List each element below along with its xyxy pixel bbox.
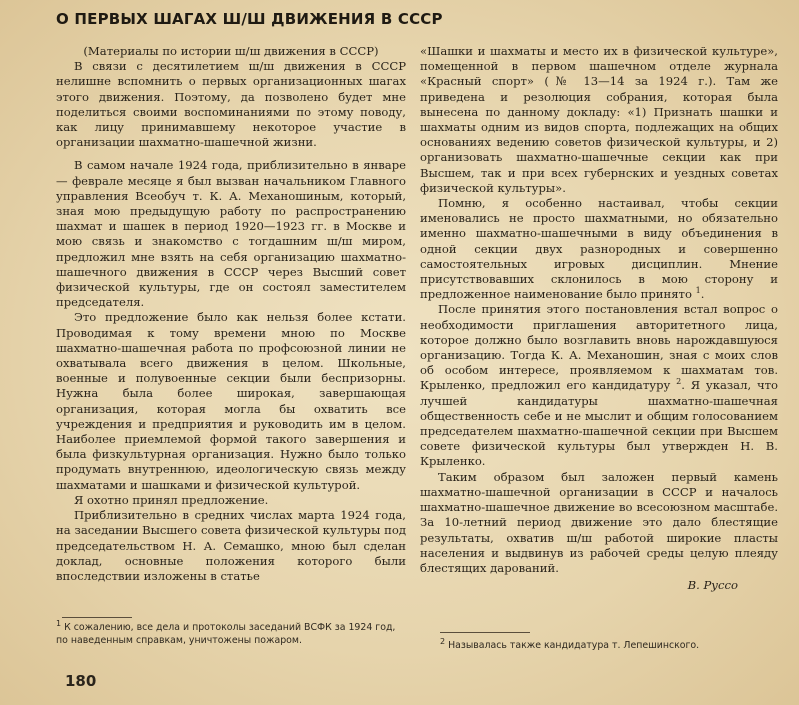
footnote-divider-left — [62, 617, 132, 618]
footnote-mark-1: 1 — [695, 286, 701, 296]
page-number: 180 — [65, 672, 97, 690]
subtitle: (Материалы по истории ш/ш движения в СССР) — [83, 44, 379, 58]
author-signature: В. Руссо — [687, 578, 738, 593]
left-column — [56, 44, 406, 584]
paragraph-naming: Помню, я особенно настаивал, чтобы секции именовались не просто шахматными, но обязательно именно шахматно-шашечными в виду объединения в одной секции двух разнородных и совершенно самостоятельных игровых дисциплин. Мнение присутствовавших склонилось в мою сторону и предложенное наименование было принято $^1$. — [420, 196, 778, 302]
footnote-left: $^1$ К сожалению, все дела и протоколы заседаний ВСФК за 1924 год, по наведенным справкам, уничтожены пожаром. — [56, 618, 396, 646]
paragraph-march: Приблизительно в средних числах марта 1924 года, на заседании Высшего совета физической культуры под председательством Н. А. Семашко, мною был сделан доклад, основные положения которого были впоследствии изложены в статье — [56, 508, 406, 583]
footnote-right: $^2$ Называлась также кандидатура т. Лепешинского. — [440, 636, 700, 651]
paragraph-intro: В связи с десятилетием ш/ш движения в СССР нелишне вспомнить о первых организационных шагах этого движения. Поэтому, да позволено будет мне поделиться своими воспоминаниями по этому поводу, как лицу принимавшему некоторое участие в организации шахматно-шашечной жизни. — [56, 59, 406, 150]
paragraph-accepted: Я охотно принял предложение. — [74, 492, 269, 507]
footnote-mark-2: 2 — [676, 377, 682, 387]
paragraph-article: «Шашки и шахматы и место их в физической культуре», помещенной в первом шашечном отделе журнала «Красный спорт» (№ 13—14 за 1924 г.). Там же приведена и резолюция собрания, которая была вынесена по данному докладу: «1) Признать шашки и шахматы одним из видов спорта, подлежащих на общих основаниях ведению советов физической культуры, и 2) организовать шахматно-шашечные секции как при Высшем, так и при всех губернских и уездных советах физической культуры». — [420, 44, 778, 195]
article-title: О ПЕРВЫХ ШАГАХ Ш/Ш ДВИЖЕНИЯ В СССР — [56, 10, 443, 28]
paragraph-1924: В самом начале 1924 года, приблизительно в январе — феврале месяце я был вызван начальником Главного управления Всеобуч т. К. А. Механошиным, который, зная мою предыдущую работу по распространению шахмат и шашек в период 1920—1923 гг. в Москве и мою связь и знакомство с тогдашним ш/ш миром, предложил мне взять на себя организацию шахматно-шашечного движения в СССР через Высший совет физической культуры, где он состоял заместителем председателя. — [56, 158, 406, 310]
right-column — [420, 44, 778, 593]
paragraph-conclusion: Таким образом был заложен первый камень шахматно-шашечной организации в СССР и началось шахматно-шашечное движение во всесоюзном масштабе. За 10-летний период движение это дало блестящие результаты, охватив ш/ш работой широкие пласты населения и выдвинув из рабочей среды целую плеяду блестящих дарований. — [420, 469, 778, 575]
paragraph-proposal: Это предложение было как нельзя более кстати. Проводимая к тому времени мною по Москве шахматно-шашечная работа по профсоюзной линии не охватывала всего движения в целом. Школьные, военные и полувоенные секции были беспризорны. Нужна была более широкая, завершающая организация, которая могла бы охватить все учреждения и предприятия и руководить им в целом. Наиболее приемлемой формой такого завершения и была физкультурная организация. Нужно было только продумать внутреннюю, идеологическую связь между шахматами и шашками и физической культурой. — [56, 310, 406, 492]
footnote-divider-right — [440, 632, 530, 633]
paragraph-leader: После принятия этого постановления встал вопрос о необходимости приглашения авторитетного лица, которое должно было возглавить вновь нарождавшуюся организацию. Тогда К. А. Механошин, зная с моих слов об особом интересе, проявляемом к шахматам тов. Крыленко, предложил его кандидатуру $^2$. Я указал, что лучшей кандидатуры шахматно-шашечная общественность себе и не мыслит и общим голосованием председателем шахматно-шашечной секции при Высшем совете физической культуры был утвержден Н. В. Крыленко. — [420, 302, 779, 469]
